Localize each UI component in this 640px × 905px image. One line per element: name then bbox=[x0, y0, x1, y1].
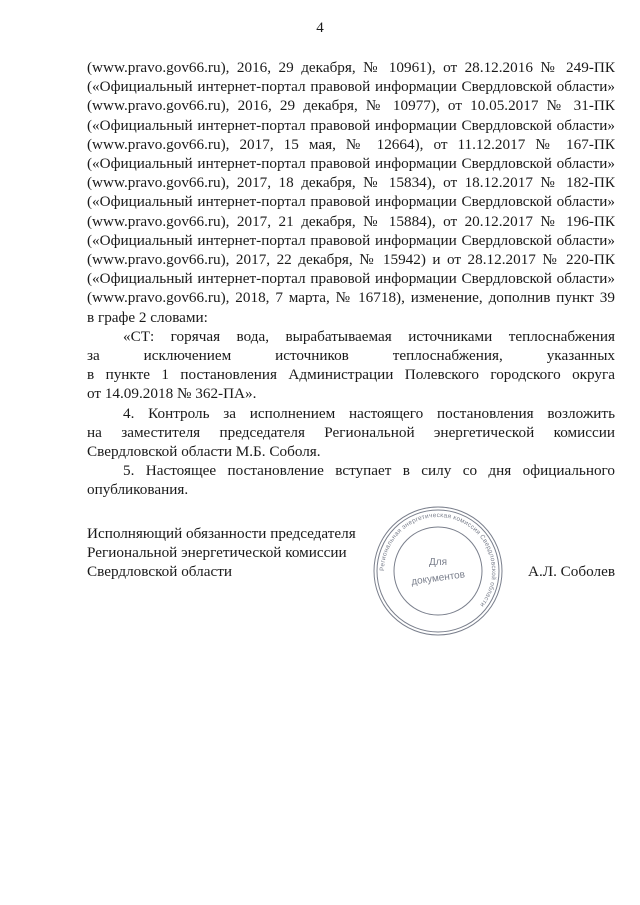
text-line: («Официальный интернет-портал правовой информации Свердловской области» bbox=[87, 270, 615, 288]
text-line: («Официальный интернет-портал правовой информации Свердловской области» bbox=[87, 155, 615, 173]
text-line: (www.pravo.gov66.ru), 2016, 29 декабря, № 10977), от 10.05.2017 № 31-ПК bbox=[87, 97, 615, 115]
stamp-outer-ring-inner bbox=[377, 510, 499, 632]
signatory-title-line: Региональной энергетической комиссии bbox=[87, 544, 347, 562]
text-line: (www.pravo.gov66.ru), 2016, 29 декабря, № 10961), от 28.12.2016 № 249-ПК bbox=[87, 59, 615, 76]
item-4-line: 4. Контроль за исполнением настоящего постановления возложить bbox=[123, 404, 615, 422]
quote-line: «СТ: горячая вода, вырабатываемая источниками теплоснабжения bbox=[123, 327, 615, 345]
official-stamp bbox=[370, 503, 506, 639]
item-5-line: опубликования. bbox=[87, 481, 189, 499]
text-line: (www.pravo.gov66.ru), 2017, 18 декабря, № 15834), от 18.12.2017 № 182-ПК bbox=[87, 174, 615, 192]
stamp-center-bottom: документов bbox=[410, 569, 466, 588]
quote-line: за исключением источников теплоснабжения, указанных bbox=[87, 347, 615, 365]
text-line: («Официальный интернет-портал правовой информации Свердловской области» bbox=[87, 193, 615, 211]
quote-line: от 14.09.2018 № 362-ПА». bbox=[87, 385, 257, 403]
signatory-title-line: Свердловской области bbox=[87, 563, 232, 581]
stamp-outer-ring bbox=[374, 507, 502, 635]
signatory-name: А.Л. Соболев bbox=[528, 563, 615, 580]
signatory-title-line: Исполняющий обязанности председателя bbox=[87, 525, 356, 542]
stamp-ring-text: Региональная энергетическая комиссия Свердловской области bbox=[378, 511, 498, 609]
text-line: (www.pravo.gov66.ru), 2017, 21 декабря, № 15884), от 20.12.2017 № 196-ПК bbox=[87, 212, 615, 230]
stamp-inner-ring bbox=[394, 527, 482, 615]
item-5-line: 5. Настоящее постановление вступает в силу со дня официального bbox=[123, 462, 615, 480]
item-4-line: Свердловской области М.Б. Соболя. bbox=[87, 443, 321, 461]
text-line: (www.pravo.gov66.ru), 2017, 22 декабря, № 15942) и от 28.12.2017 № 220-ПК bbox=[87, 251, 615, 269]
text-line: («Официальный интернет-портал правовой информации Свердловской области» bbox=[87, 231, 615, 249]
text-line: («Официальный интернет-портал правовой информации Свердловской области» bbox=[87, 116, 615, 134]
quote-line: в пункте 1 постановления Администрации Полевского городского округа bbox=[87, 366, 615, 384]
item-4-line: на заместителя председателя Региональной энергетической комиссии bbox=[87, 423, 615, 441]
document-body bbox=[87, 58, 615, 500]
text-line: («Официальный интернет-портал правовой информации Свердловской области» bbox=[87, 78, 615, 96]
text-line: (www.pravo.gov66.ru), 2017, 15 мая, № 12664), от 11.12.2017 № 167-ПК bbox=[87, 135, 615, 153]
stamp-center-top: Для bbox=[428, 557, 448, 568]
page-number: 4 bbox=[316, 20, 324, 36]
text-line: в графе 2 словами: bbox=[87, 308, 208, 326]
text-line: (www.pravo.gov66.ru), 2018, 7 марта, № 16718), изменение, дополнив пункт 39 bbox=[87, 289, 615, 307]
signature-block bbox=[87, 524, 615, 582]
